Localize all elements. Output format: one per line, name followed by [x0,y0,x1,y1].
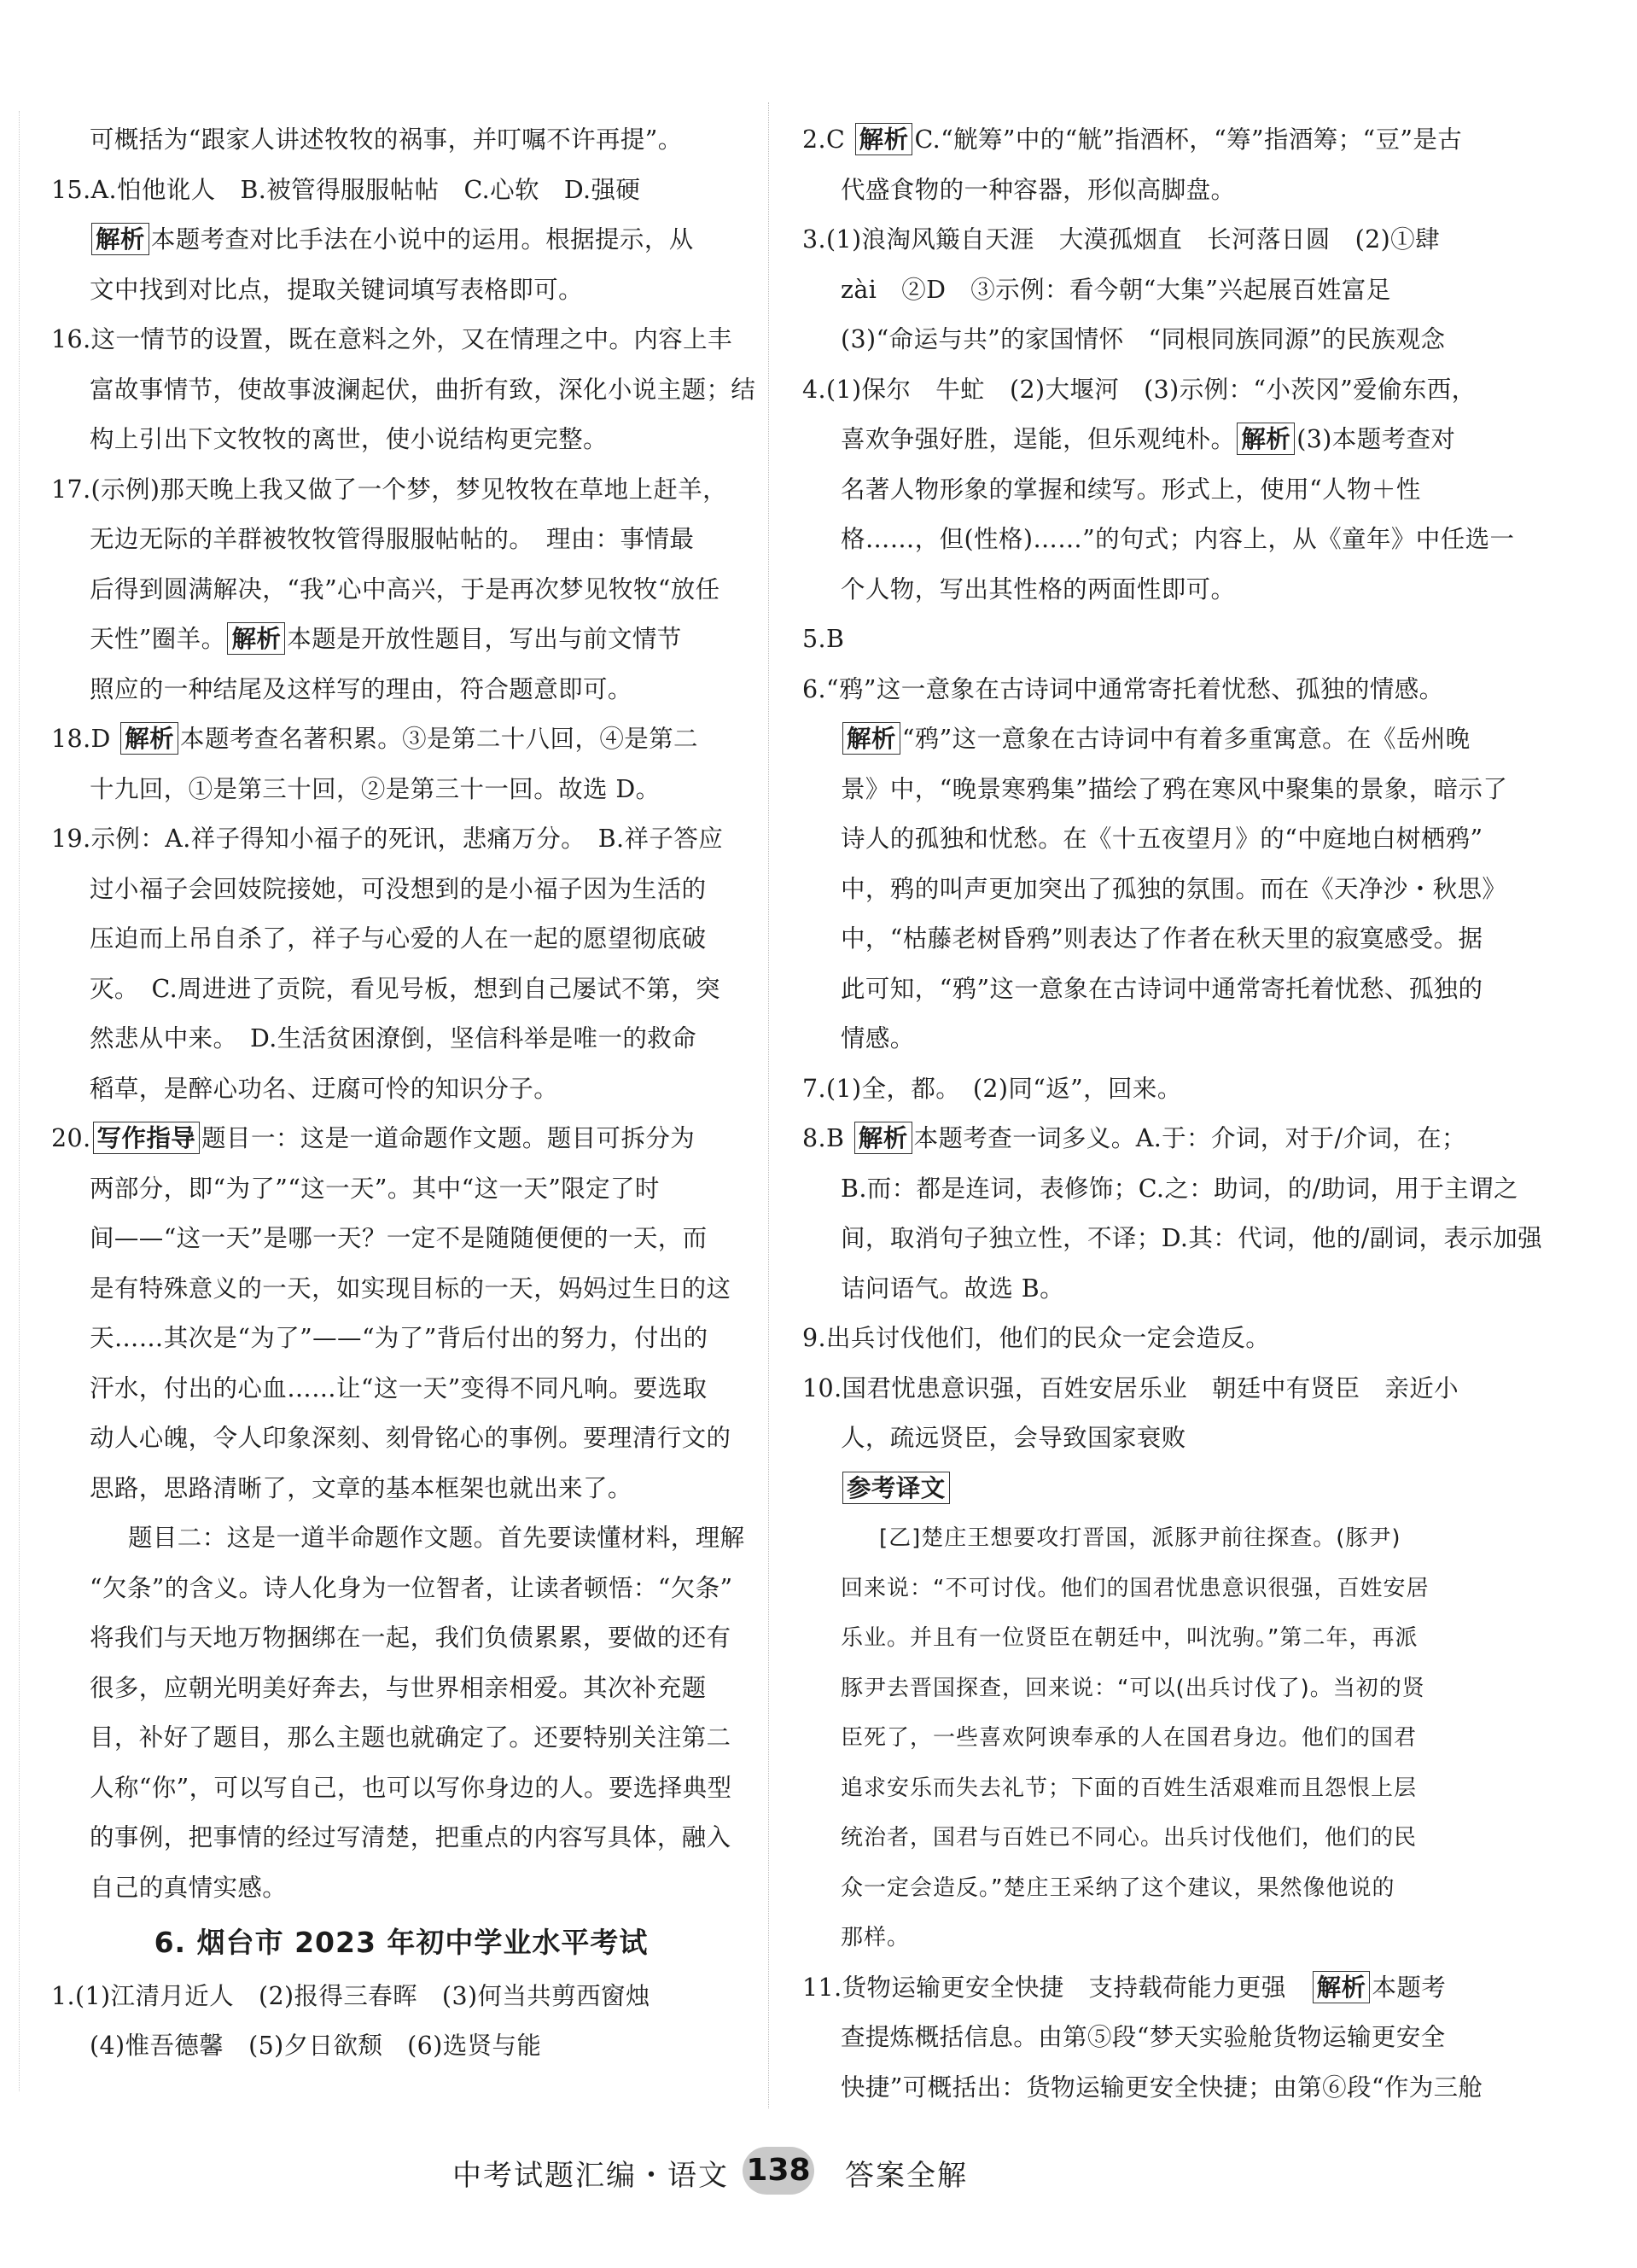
line-text: “鸦”这一意象在古诗词中有着多重寓意。在《岳州晚 [901,725,1471,753]
answer-line [51,965,734,1015]
line-text: 诘问语气。故选 B。 [841,1274,1065,1303]
answer-line [51,565,734,615]
answer-line [51,1863,734,1914]
footer-book-title: 中考试题汇编・语文 [452,2159,729,2193]
answer-line [802,315,1485,365]
line-text: 人，疏远贤臣，会导致国家衰败 [841,1424,1186,1452]
line-text: 此可知，“鸦”这一意象在古诗词中通常寄托着忧愁、孤独的 [841,974,1483,1003]
line-text: “欠条”的含义。诗人化身为一位智者，让读者顿悟：“欠条” [90,1573,733,1602]
answer-line [51,1564,734,1614]
answer-line [51,515,734,565]
answer-line [51,1972,734,2022]
line-text: 题目二：这是一道半命题作文题。首先要读懂材料，理解 [128,1524,745,1552]
line-text: 2.C [802,125,853,154]
line-text: 16.这一情节的设置，既在意料之外，又在情理之中。内容上丰 [51,325,732,353]
line-text: 中，“枯藤老树昏鸦”则表达了作者在秋天里的寂寞感受。据 [841,924,1483,953]
answer-line [51,765,734,815]
line-text: 是有特殊意义的一天，如实现目标的一天，妈妈过生日的这 [90,1274,731,1303]
line-text: (3)“命运与共”的家国情怀 “同根同族同源”的民族观念 [841,325,1446,353]
answer-line [51,1164,734,1215]
line-text: 间——“这一天”是哪一天？一定不是随随便便的一天，而 [90,1224,708,1252]
line-text: 喜欢争强好胜，逞能，但乐观纯朴。 [841,425,1236,453]
line-text: 豚尹去晋国探查，回来说：“可以(出兵讨伐了)。当初的贤 [841,1675,1425,1701]
answer-line [802,2063,1485,2113]
line-text: 思路，思路清晰了，文章的基本框架也就出来了。 [90,1473,632,1502]
line-text: 诗人的孤独和忧愁。在《十五夜望月》的“中庭地白树栖鸦” [841,825,1483,853]
page-footer [0,2147,1637,2198]
answer-line [51,1513,745,1564]
line-text: 代盛食物的一种容器，形似高脚盘。 [841,175,1236,204]
answer-line [802,615,1485,665]
label-tag: 参考译文 [842,1472,950,1504]
answer-line [51,665,734,715]
answer-line [802,765,1508,815]
line-text: 6.“鸦”这一意象在古诗词中通常寄托着忧愁、孤独的情感。 [802,674,1444,703]
label-tag: 解析 [227,622,285,655]
line-text: 很多，应朝光明美好奔去，与世界相亲相爱。其次补充题 [90,1673,707,1702]
footer-section-label: 答案全解 [845,2159,968,2193]
line-text: 本题考查名著积累。③是第二十八回，④是第二 [180,725,698,753]
answer-line [802,1314,1485,1364]
label-tag: 解析 [1237,423,1295,455]
line-text: 动人心魄，令人印象深刻、刻骨铭心的事例。要理清行文的 [90,1424,731,1452]
answer-line [802,714,1485,765]
answer-line [51,1264,734,1315]
line-text: 本题考 [1372,1973,1447,2002]
line-text: 查提炼概括信息。由第⑤段“梦天实验舱货物运输更安全 [841,2023,1446,2051]
answer-line [51,1364,734,1414]
line-text: 众一定会造反。”楚庄王采纳了这个建议，果然像他说的 [841,1874,1395,1901]
line-text: 十九回，①是第三十回，②是第三十一回。故选 D。 [90,774,661,803]
line-text: B.而：都是连词，表修饰；C.之：助词，的/助词，用于主谓之 [841,1174,1518,1203]
line-text: (3)本题考查对 [1296,425,1456,453]
line-text: 可概括为“跟家人讲述牧牧的祸事，并叮嘱不许再提”。 [90,125,683,154]
line-text: 无边无际的羊群被牧牧管得服服帖帖的。 理由：事情最 [90,525,695,553]
answer-line [802,115,1485,166]
answer-line [51,814,734,865]
answer-line [802,1064,1485,1115]
answer-line [802,1664,1485,1714]
line-text: 17.(示例)那天晚上我又做了一个梦，梦见牧牧在草地上赶羊， [51,475,728,504]
line-text: 3.(1)浪淘风簸自天涯 大漠孤烟直 长河落日圆 (2)①肆 [802,225,1440,254]
answer-line [802,1963,1485,2014]
answer-line [51,1764,734,1814]
answer-line [51,1064,734,1115]
answer-line [51,215,734,265]
line-text: 天……其次是“为了”——“为了”背后付出的努力，付出的 [90,1324,708,1352]
answer-line [51,714,734,765]
line-text: 本题是开放性题目，写出与前文情节 [287,625,682,653]
answer-line [802,1513,1485,1564]
answer-line [51,265,734,316]
line-text: 19.示例：A.祥子得知小福子的死讯，悲痛万分。 B.祥子答应 [51,825,724,853]
answer-line [802,1114,1485,1164]
answer-line [802,1813,1485,1863]
line-text: 个人物，写出其性格的两面性即可。 [841,574,1236,603]
line-text: 本题考查对比手法在小说中的运用。根据提示，从 [150,225,694,254]
answer-line [51,1813,734,1863]
line-text: 15.A.怕他讹人 B.被管得服服帖帖 C.心软 D.强硬 [51,175,641,204]
answer-line [802,465,1485,516]
answer-line [51,1014,734,1064]
line-text: 景》中，“晚景寒鸦集”描绘了鸦在寒风中聚集的景象，暗示了 [841,774,1508,803]
line-text: 文中找到对比点，提取关键词填写表格即可。 [90,275,584,304]
line-text: 格……，但(性格)……”的句式；内容上，从《童年》中任选一 [841,525,1515,553]
answer-line [51,2021,734,2072]
answer-line [802,365,1485,416]
answer-line [51,465,734,516]
answer-line [802,1164,1518,1215]
line-text: 构上引出下文牧牧的离世，使小说结构更完整。 [90,425,608,453]
line-text: 汗水，付出的心血……让“这一天”变得不同凡响。要选取 [90,1373,708,1402]
answer-line [51,1713,734,1764]
line-text: 快捷”可概括出：货物运输更安全快捷；由第⑥段“作为三舱 [841,2073,1483,2102]
line-text: 过小福子会回妓院接她，可没想到的是小福子因为生活的 [90,874,707,903]
answer-line [51,1114,734,1164]
label-tag: 解析 [120,722,178,755]
answer-line [51,914,734,965]
label-tag: 解析 [855,123,913,155]
line-text: 稻草，是醉心功名、迂腐可怜的知识分子。 [90,1074,559,1103]
line-text: 将我们与天地万物捆绑在一起，我们负债累累，要做的还有 [90,1624,731,1652]
answer-line [802,1863,1485,1914]
label-tag: 解析 [854,1122,912,1154]
answer-line [802,1613,1485,1664]
label-tag: 写作指导 [93,1122,201,1154]
answer-line [802,1364,1485,1414]
answer-line [51,166,734,216]
line-text: 中，鸦的叫声更加突出了孤独的氛围。而在《天净沙・秋思》 [841,874,1507,903]
line-text: 人称“你”，可以写自己，也可以写你身边的人。要选择典型 [90,1773,732,1802]
answer-line [802,1214,1542,1264]
answer-line [802,1414,1485,1464]
answer-line [802,1264,1485,1315]
line-text: 回来说：“不可讨伐。他们的国君忧患意识很强，百姓安居 [841,1575,1430,1601]
line-text: 后得到圆满解决，“我”心中高兴，于是再次梦见牧牧“放任 [90,574,720,603]
line-text: 10.国君忧患意识强，百姓安居乐业 朝廷中有贤臣 亲近小 [802,1373,1459,1402]
answer-line [802,415,1485,465]
line-text: 那样。 [841,1925,911,1950]
answer-line [802,215,1485,265]
answer-line [802,515,1515,565]
line-text: 天性”圈羊。 [90,625,226,653]
answer-line [51,615,734,665]
line-text: 目，补好了题目，那么主题也就确定了。还要特别关注第二 [90,1723,731,1752]
line-text: [乙]楚庄王想要攻打晋国，派豚尹前往探查。(豚尹) [879,1525,1401,1551]
answer-line [802,166,1485,216]
answer-line [802,865,1507,915]
label-tag: 解析 [842,722,900,755]
line-text: 8.B [802,1124,853,1152]
answer-line [802,814,1485,865]
line-text: 1.(1)江清月近人 (2)报得三春晖 (3)何当共剪西窗烛 [51,1981,650,2010]
line-text: 富故事情节，使故事波澜起伏，曲折有致，深化小说主题；结 [90,375,756,404]
answer-line [802,1764,1485,1814]
line-text: 本题考查一词多义。A.于：介词，对于/介词，在； [913,1124,1466,1152]
right-column [802,115,1542,2113]
answer-line [802,1464,1485,1514]
line-text: 追求安乐而失去礼节；下面的百姓生活艰难而且怨恨上层 [841,1775,1418,1801]
line-text: 名著人物形象的掌握和续写。形式上，使用“人物＋性 [841,475,1421,504]
answer-line [802,965,1485,1015]
answer-line [802,1014,1485,1064]
answer-line [802,565,1485,615]
line-text: (4)惟吾德馨 (5)夕日欲颓 (6)选贤与能 [90,2032,542,2060]
label-tag: 解析 [91,223,149,255]
line-text: 4.(1)保尔 牛虻 (2)大堰河 (3)示例：“小茨冈”爱偷东西， [802,375,1477,404]
answer-line [802,1713,1485,1764]
answer-line [51,865,734,915]
answer-line [802,665,1485,715]
line-text: 18.D [51,725,119,753]
line-text: 灭。 C.周进进了贡院，看见号板，想到自己屡试不第，突 [90,974,720,1003]
answer-line [51,1314,734,1364]
section-title [51,1918,734,1968]
line-text: 统治者，国君与百姓已不同心。出兵讨伐他们，他们的民 [841,1825,1418,1851]
line-text: 的事例，把事情的经过写清楚，把重点的内容写具体，融入 [90,1823,731,1851]
answer-line [51,1214,734,1264]
column-divider [768,102,769,2108]
answer-line [802,2013,1485,2063]
line-text: 情感。 [841,1024,915,1052]
line-text: 压迫而上吊自杀了，祥子与心爱的人在一起的愿望彻底破 [90,924,707,953]
line-text: 自己的真情实感。 [90,1873,288,1902]
line-text: 乐业。并且有一位贤臣在朝廷中，叫沈驹。”第二年，再派 [841,1625,1419,1651]
line-text: zài ②D ③示例：看今朝“大集”兴起展百姓富足 [841,275,1391,304]
section-title-text: 6. 烟台市 2023 年初中学业水平考试 [154,1926,649,1959]
answer-line [51,1613,734,1664]
line-text: 照应的一种结尾及这样写的理由，符合题意即可。 [90,674,632,703]
left-column [51,115,756,2072]
answer-line [51,415,734,465]
line-text: 然悲从中来。 D.生活贫困潦倒，坚信科举是唯一的救命 [90,1024,697,1052]
answer-line [802,1564,1485,1614]
answer-line [802,265,1485,316]
line-text: 5.B [802,625,845,653]
answer-line [802,914,1485,965]
label-tag: 解析 [1313,1971,1371,2003]
answer-line [51,1414,734,1464]
answer-line [51,315,734,365]
line-text: C.“觥筹”中的“觥”指酒杯，“筹”指酒筹；“豆”是古 [914,125,1463,154]
line-text: 臣死了，一些喜欢阿谀奉承的人在国君身边。他们的国君 [841,1725,1418,1751]
answer-line [51,365,756,416]
line-text: 20. [51,1124,91,1152]
page-number-badge: 138 [743,2147,814,2195]
line-text: 7.(1)全，都。 (2)同“返”，回来。 [802,1074,1182,1103]
line-text: 9.出兵讨伐他们，他们的民众一定会造反。 [802,1324,1271,1352]
line-text: 间，取消句子独立性，不译；D.其：代词，他的/副词，表示加强 [841,1224,1542,1252]
answer-line [51,115,734,166]
line-text: 题目一：这是一道命题作文题。题目可拆分为 [201,1124,696,1152]
line-text: 两部分，即“为了”“这一天”。其中“这一天”限定了时 [90,1174,660,1203]
answer-line [51,1664,734,1714]
answer-line [802,1913,1485,1963]
answer-line [51,1464,734,1514]
left-margin-rule [19,111,20,2091]
line-text: 11.货物运输更安全快捷 支持载荷能力更强 [802,1973,1311,2002]
